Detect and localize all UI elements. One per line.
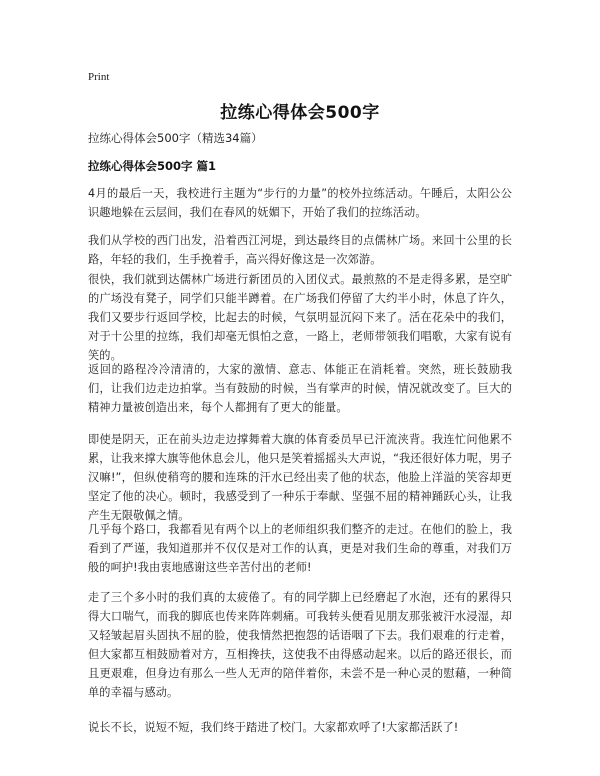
- paragraph: 说长不长，说短不短，我们终于踏进了校门。大家都欢呼了!大家都活跃了!: [88, 721, 459, 734]
- paragraph: 返回的路程冷冷清清的，大家的激情、意志、体能正在消耗着。突然，班长鼓励我们，让我们边走边拍掌。当有鼓励的时候，当有掌声的时候，情况就改变了。巨大的精神力量被创造出来，每个人都拥有了更大的能量。: [88, 363, 512, 414]
- print-label: Print: [88, 71, 110, 83]
- paragraph: 即使是阴天，正在前头边走边撑舞着大旗的体育委员早已汗流浃背。我连忙问他累不累，让我来撑大旗等他休息会儿，他只是笑着摇摇头大声说，“我还很好体力呢，男子汉嘛!”，但纵使稍弯的腰和连珠的汗水已经出卖了他的状态，他脸上洋溢的笑容却更坚定了他的决心。顿时，我感受到了一种乐于奉献、坚强不屈的精神踊跃心头，让我产生无限敬佩之情。: [88, 433, 512, 522]
- paragraph: 我们从学校的西门出发，沿着西江河堤，到达最终目的点儒林广场。来回十公里的长路，年轻的我们，生手挽着手，高兴得好像这是一次郊游。: [88, 234, 512, 266]
- paragraph: 4月的最后一天，我校进行主题为“步行的力量”的校外拉练活动。午睡后，太阳公公识趣地躲在云层间，我们在春风的妩媚下，开始了我们的拉练活动。: [88, 187, 512, 219]
- paragraph: 几乎每个路口，我都看见有两个以上的老师组织我们整齐的走过。在他们的脸上，我看到了严谨，我知道那并不仅仅是对工作的认真，更是对我们生命的尊重，对我们万般的呵护!我由衷地感谢这些辛苦付出的老师!: [88, 523, 512, 574]
- paragraph: 很快，我们就到达儒林广场进行新团员的入团仪式。最煎熬的不是走得多累，是空旷的广场没有凳子，同学们只能半蹲着。在广场我们停留了大约半小时，休息了许久，我们又要步行返回学校，比起去的时候，气氛明显沉闷下来了。活在花朵中的我们，对于十公里的拉练，我们却毫无惧怕之意，一路上，老师带领我们唱歌，大家有说有笑的。: [88, 273, 512, 362]
- paragraph: 走了三个多小时的我们真的太疲倦了。有的同学脚上已经磨起了水泡，还有的累得只得大口喘气，而我的脚底也传来阵阵刺痛。可我转头便看见朋友那张被汗水浸湿，却又轻皱起眉头固执不屈的脸，使我情然把抱怨的话语咽了下去。我们艰难的行走着，但大家都互相鼓励着对方，互相搀扶，这使我不由得感动起来。以后的路还很长，而且更艰难，但身边有那么一些人无声的陪伴着你，未尝不是一种心灵的慰藉，一种简单的幸福与感动。: [88, 591, 512, 699]
- document-subtitle: 拉练心得体会500字（精选34篇）: [88, 131, 263, 145]
- section-heading: 拉练心得体会500字 篇1: [88, 159, 217, 173]
- document-title: 拉练心得体会500字: [220, 103, 380, 123]
